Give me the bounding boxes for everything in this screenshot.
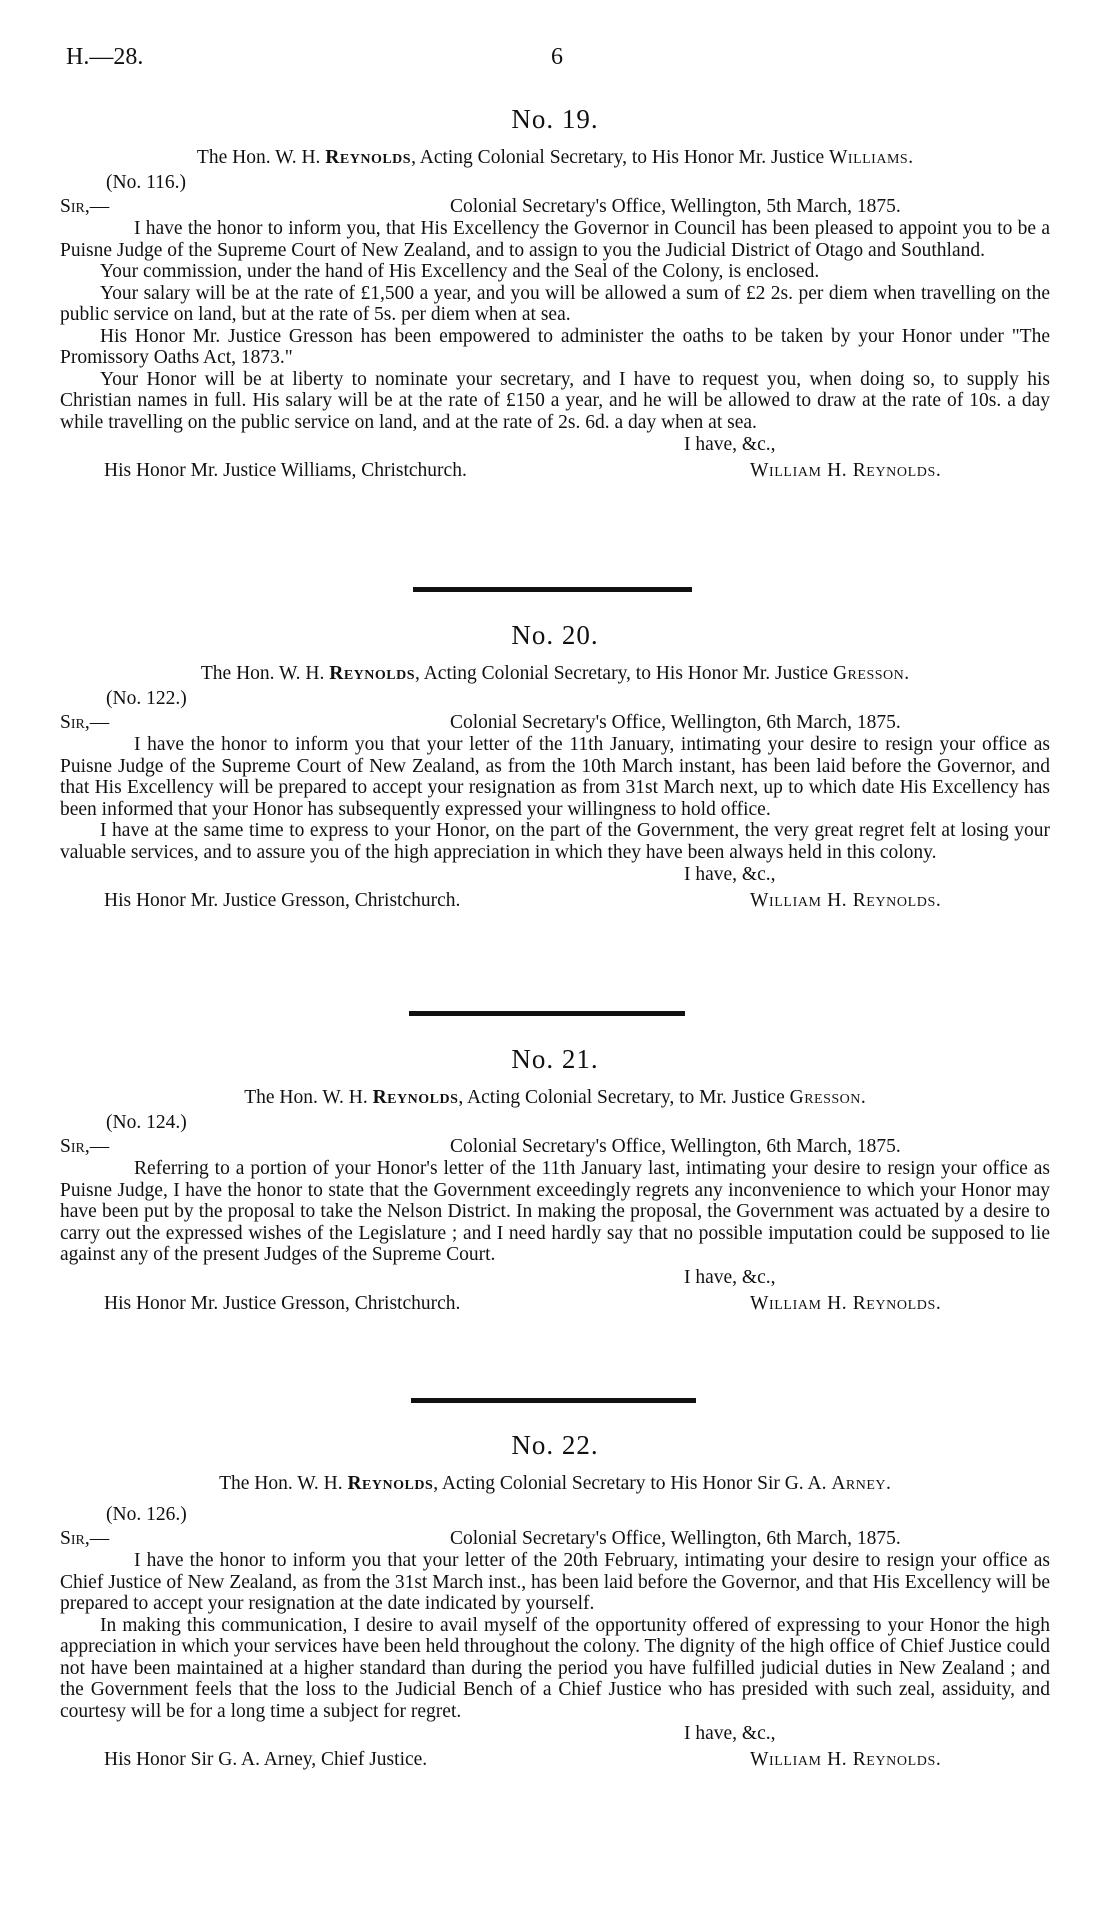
document-reference: H.—28. xyxy=(66,44,144,70)
paragraph: I have the honor to inform you, that His Excellency the Governor in Council has been pleased to appoint you to be a Puisne Judge of the Supreme Court of New Zealand, and to assign to you the Judicial District of Otago and Southland. xyxy=(60,218,1050,261)
letter-ref: (No. 122.) xyxy=(106,688,187,709)
letter-number: No. 20. xyxy=(511,620,599,650)
paragraph: Your Honor will be at liberty to nominate your secretary, and I have to request you, when doing so, to supply his Christian names in full. His salary will be at the rate of £150 a year, and he will be allowed to draw at the rate of 10s. a day while travelling on the public service on land, and at the rate of 2s. 6d. a day when at sea. xyxy=(60,368,1050,433)
signature: William H. Reynolds. xyxy=(750,1292,942,1314)
addressee: His Honor Mr. Justice Gresson, Christchurch. xyxy=(104,1292,461,1314)
signature-line xyxy=(60,889,1050,915)
addressee: His Honor Mr. Justice Williams, Christchurch. xyxy=(104,460,467,481)
signature-line xyxy=(60,1748,1050,1774)
closing: I have, &c., xyxy=(684,1723,776,1744)
paragraph: Referring to a portion of your Honor's letter of the 11th January last, intimating your desire to resign your office as Puisne Judge, I have the honor to state that the Government exceedingly regrets any inconvenience to which your Honor may have been put by the proposal to take the Nelson District. In making the proposal, the Government was actuated by a desire to carry out the expressed wishes of the Legislature ; and I need hardly say that no possible imputation could be supposed to lie against any of the present Judges of the Supreme Court. xyxy=(60,1158,1050,1265)
section-divider xyxy=(409,1011,685,1016)
letter-no-21 xyxy=(60,1044,1050,1318)
signature-line xyxy=(60,459,1050,485)
signature: William H. Reynolds. xyxy=(750,1749,942,1770)
letter-no-19 xyxy=(60,104,1050,485)
salutation-line xyxy=(60,1527,1050,1550)
letter-number: No. 19. xyxy=(511,104,599,134)
paragraph: Your salary will be at the rate of £1,500 a year, and you will be allowed a sum of £2 2s. per diem when travelling on the public service on land, but at the rate of 5s. per diem when at sea. xyxy=(60,282,1050,325)
paragraph: His Honor Mr. Justice Gresson has been empowered to administer the oaths to be taken by your Honor under "The Promissory Oaths Act, 1873." xyxy=(60,325,1050,368)
closing: I have, &c., xyxy=(684,864,776,885)
letter-ref: (No. 126.) xyxy=(106,1504,187,1525)
paragraph: In making this communication, I desire to avail myself of the opportunity offered of expressing to your Honor the high appreciation in which your services have been held throughout the colony. The dignity of the high office of Chief Justice could not have been maintained at a higher standard than during the period you have fulfilled judicial duties in New Zealand ; and the Government feels that the loss to the Judicial Bench of a Chief Justice who has presided with such zeal, assiduity, and courtesy will be for a long time a subject for regret. xyxy=(60,1614,1050,1722)
addressee: His Honor Sir G. A. Arney, Chief Justice. xyxy=(104,1749,428,1770)
letter-heading: The Hon. W. H. Reynolds, Acting Colonial Secretary to His Honor Sir G. A. Arney. xyxy=(219,1473,891,1494)
letter-heading: The Hon. W. H. Reynolds, Acting Colonial Secretary, to Mr. Justice Gresson. xyxy=(244,1087,866,1108)
paragraph: I have at the same time to express to your Honor, on the part of the Government, the very great regret felt at losing your valuable services, and to assure you of the high appreciation in which they have been always held in this colony. xyxy=(60,820,1050,863)
office-date: Colonial Secretary's Office, Wellington, 6th March, 1875. xyxy=(450,1136,901,1157)
signature: William H. Reynolds. xyxy=(750,460,942,481)
salutation-line xyxy=(60,711,1050,734)
salutation-line xyxy=(60,1135,1050,1158)
salutation-line xyxy=(60,195,1050,218)
section-divider xyxy=(411,1398,696,1403)
page-number: 6 xyxy=(551,44,563,70)
letter-heading: The Hon. W. H. Reynolds, Acting Colonial Secretary, to His Honor Mr. Justice Gresson. xyxy=(200,663,910,684)
letter-ref: (No. 124.) xyxy=(106,1112,187,1133)
salutation: Sir,— xyxy=(60,196,110,217)
letter-number: No. 21. xyxy=(511,1044,599,1074)
paragraph: Your commission, under the hand of His Excellency and the Seal of the Colony, is enclosed. xyxy=(100,261,820,282)
paragraph: I have the honor to inform you that your letter of the 20th February, intimating your desire to resign your office as Chief Justice of New Zealand, as from the 31st March inst., has been laid before the Governor, and that His Excellency will be prepared to accept your resignation at the date indicated by yourself. xyxy=(60,1550,1050,1614)
closing: I have, &c., xyxy=(684,434,776,455)
addressee: His Honor Mr. Justice Gresson, Christchurch. xyxy=(104,890,461,911)
paragraph: I have the honor to inform you that your letter of the 11th January, intimating your desire to resign your office as Puisne Judge of the Supreme Court of New Zealand, as from the 10th March instant, has been laid before the Governor, and that His Excellency will be prepared to accept your resignation as from 31st March next, up to which date His Excellency has been informed that your Honor has subsequently expressed your willingness to hold office. xyxy=(60,734,1050,820)
letter-heading: The Hon. W. H. Reynolds, Acting Colonial Secretary, to His Honor Mr. Justice Williams. xyxy=(196,147,914,168)
salutation: Sir,— xyxy=(60,712,110,733)
closing: I have, &c., xyxy=(684,1266,776,1288)
letter-no-22 xyxy=(60,1430,1050,1774)
section-divider xyxy=(413,587,692,592)
letter-ref: (No. 116.) xyxy=(106,172,186,193)
signature: William H. Reynolds. xyxy=(750,890,942,911)
letter-number: No. 22. xyxy=(511,1430,599,1460)
salutation: Sir,— xyxy=(60,1136,110,1157)
office-date: Colonial Secretary's Office, Wellington, 6th March, 1875. xyxy=(450,712,901,733)
office-date: Colonial Secretary's Office, Wellington, 6th March, 1875. xyxy=(450,1528,901,1549)
salutation: Sir,— xyxy=(60,1528,110,1549)
office-date: Colonial Secretary's Office, Wellington, 5th March, 1875. xyxy=(450,196,901,217)
signature-line xyxy=(60,1292,1050,1318)
letter-no-20 xyxy=(60,620,1050,915)
